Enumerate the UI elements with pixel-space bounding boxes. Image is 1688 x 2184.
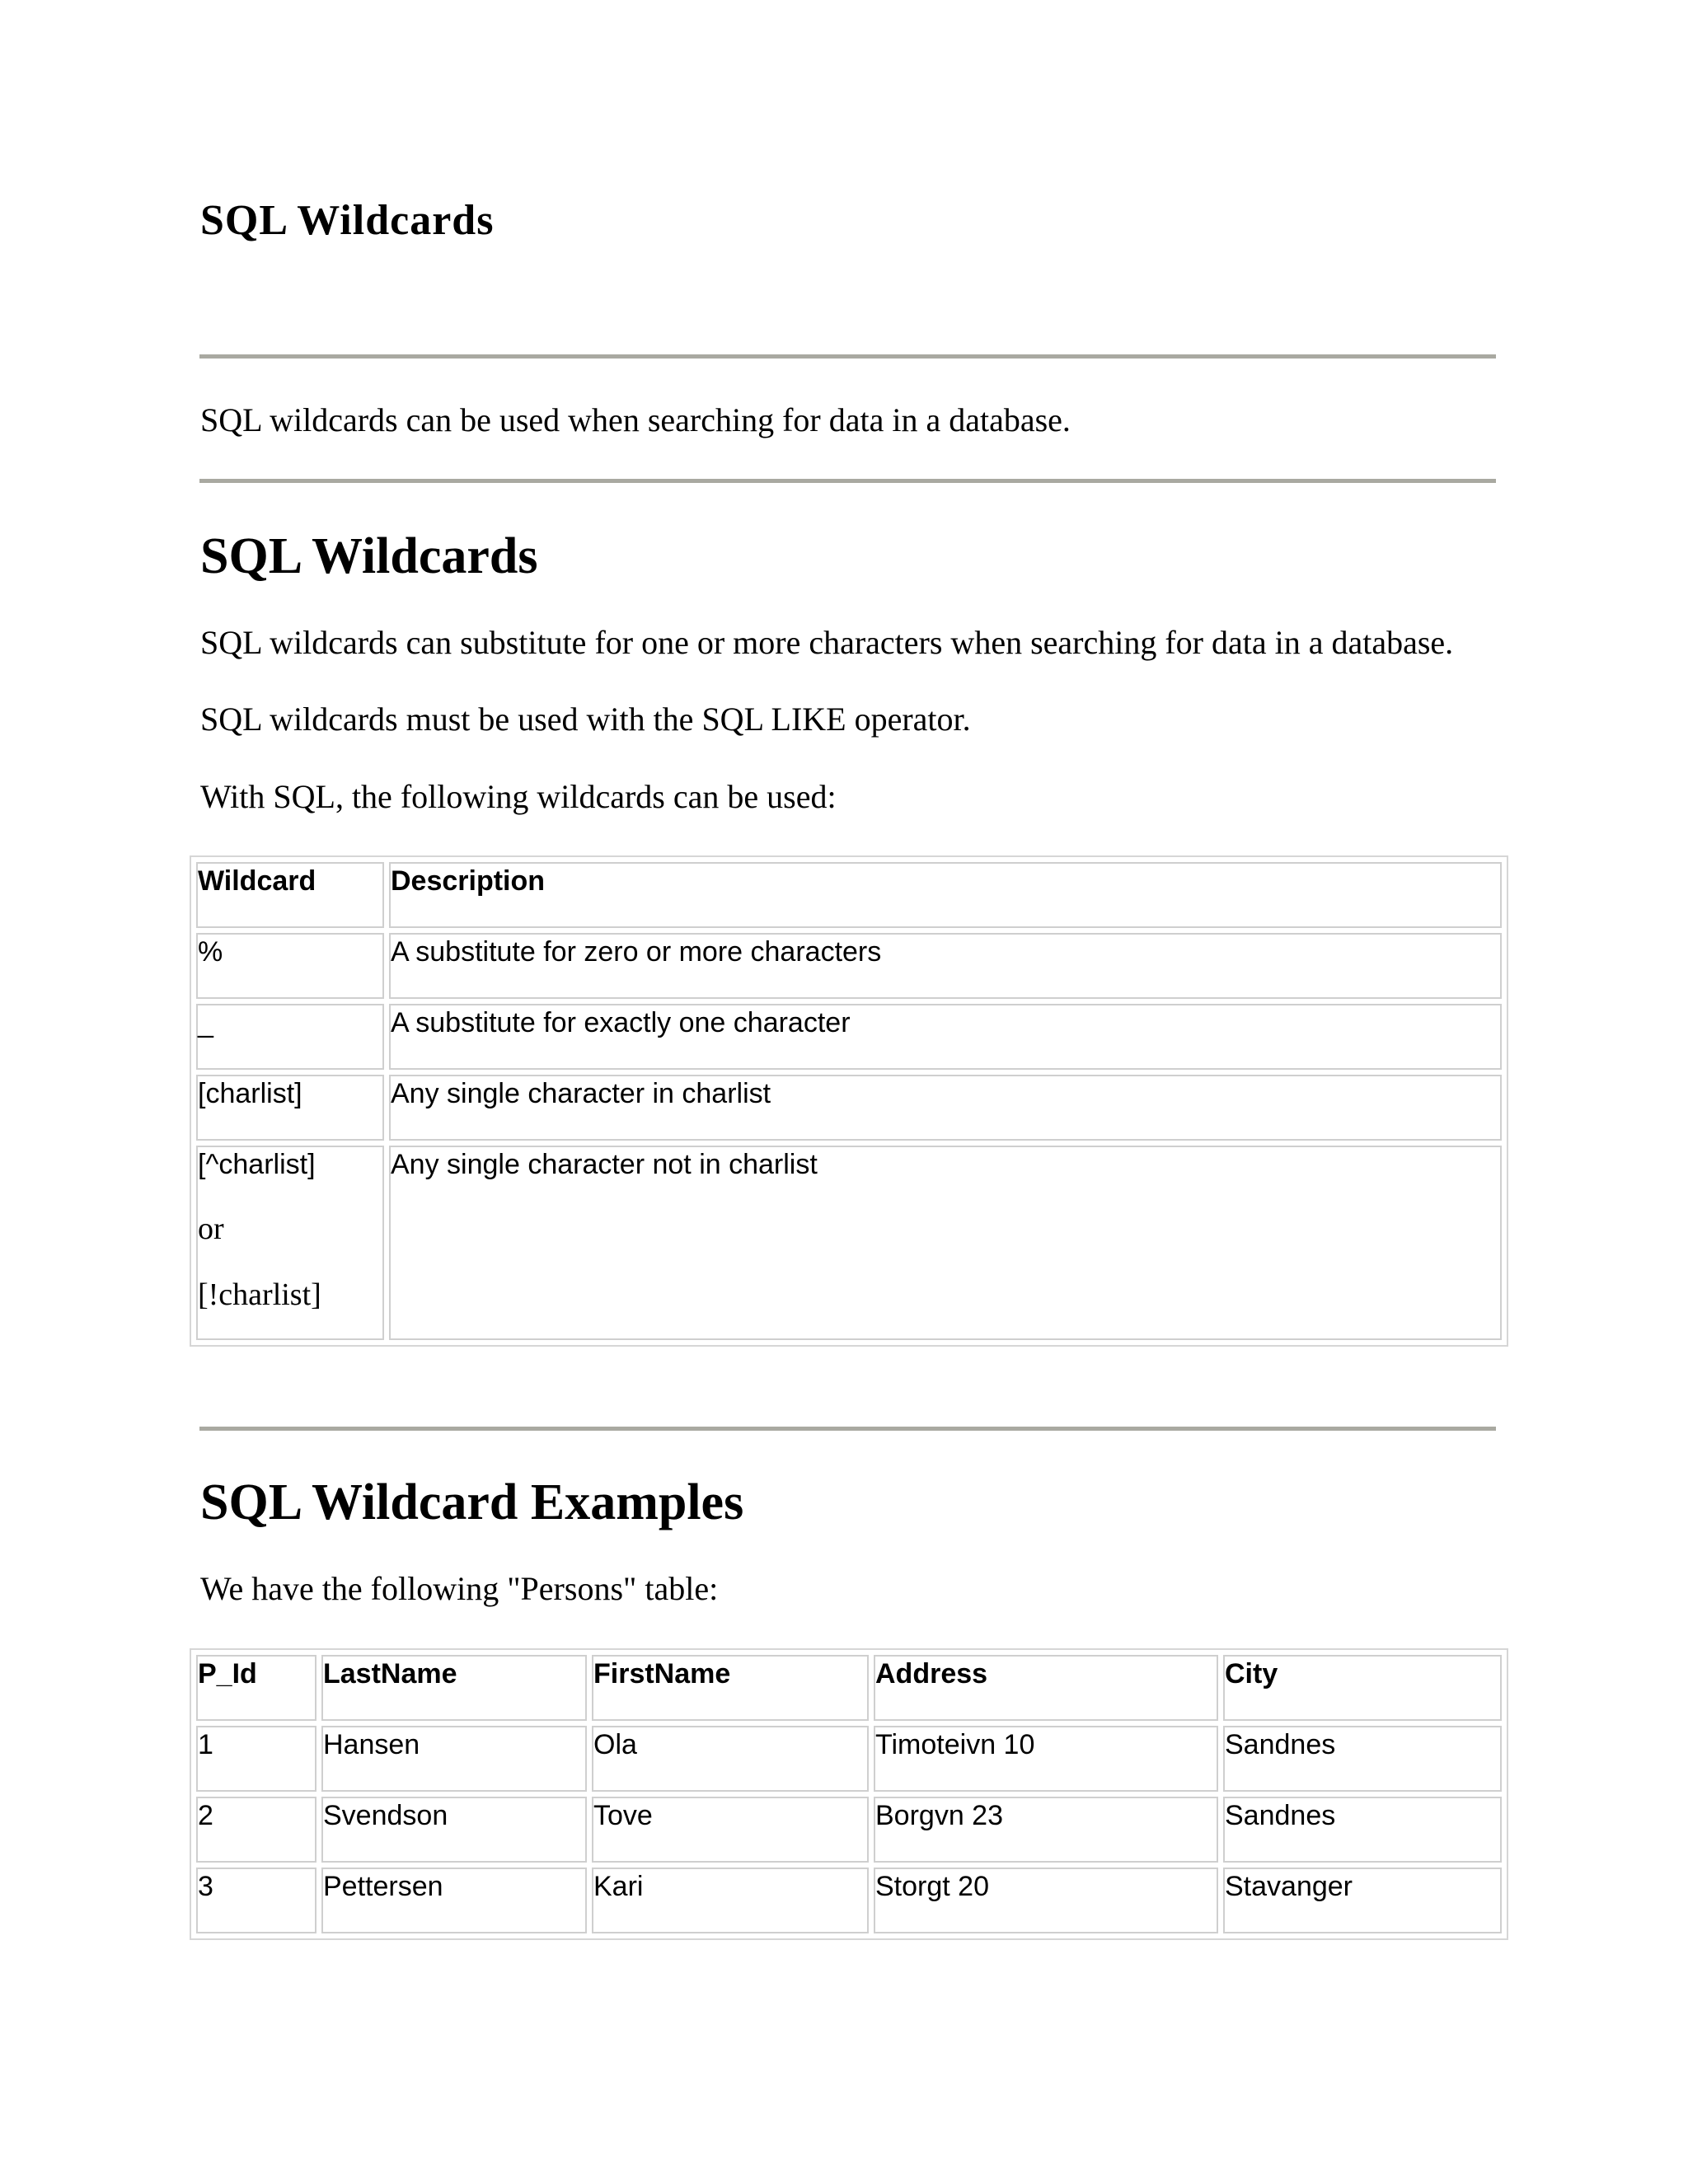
- table-cell: Timoteivn 10: [874, 1726, 1218, 1792]
- table-row: [196, 1004, 1502, 1070]
- persons-table: [190, 1648, 1508, 1940]
- wildcard-value: [^charlist]: [198, 1149, 316, 1180]
- horizontal-rule: [199, 479, 1496, 483]
- table-cell: 2: [196, 1797, 316, 1863]
- wildcard-or: or: [198, 1212, 224, 1246]
- table-row: [196, 1146, 1502, 1340]
- table-row: [196, 933, 1502, 999]
- document-title: SQL Wildcards: [200, 197, 495, 244]
- table-cell: %: [196, 933, 384, 999]
- table-cell: Kari: [592, 1868, 869, 1933]
- table-cell: Pettersen: [321, 1868, 587, 1933]
- table-cell: [196, 1146, 384, 1340]
- table-cell: Storgt 20: [874, 1868, 1218, 1933]
- table-header-row: [196, 862, 1502, 928]
- table-cell: Hansen: [321, 1726, 587, 1792]
- section-heading-wildcards: SQL Wildcards: [200, 528, 538, 584]
- table-row: [196, 1797, 1502, 1863]
- table-cell: Ola: [592, 1726, 869, 1792]
- wildcard-value: [!charlist]: [198, 1277, 321, 1312]
- table-cell: 1: [196, 1726, 316, 1792]
- intro-text: SQL wildcards can be used when searching for data in a database.: [200, 401, 1071, 438]
- table-cell: Tove: [592, 1797, 869, 1863]
- paragraph: SQL wildcards must be used with the SQL LIKE operator.: [200, 701, 971, 738]
- horizontal-rule: [199, 354, 1496, 359]
- table-cell: Any single character in charlist: [389, 1075, 1502, 1141]
- table-cell: Svendson: [321, 1797, 587, 1863]
- table-cell: A substitute for exactly one character: [389, 1004, 1502, 1070]
- table-header-row: [196, 1655, 1502, 1721]
- table-header-cell: Description: [389, 862, 1502, 928]
- table-header-cell: City: [1223, 1655, 1502, 1721]
- table-cell: Borgvn 23: [874, 1797, 1218, 1863]
- horizontal-rule: [199, 1427, 1496, 1431]
- table-cell: 3: [196, 1868, 316, 1933]
- table-cell: Sandnes: [1223, 1797, 1502, 1863]
- table-header-cell: Address: [874, 1655, 1218, 1721]
- paragraph: We have the following "Persons" table:: [200, 1570, 719, 1607]
- table-row: [196, 1075, 1502, 1141]
- table-header-cell: LastName: [321, 1655, 587, 1721]
- table-cell: _: [196, 1004, 384, 1070]
- wildcard-table: [190, 855, 1508, 1347]
- table-header-cell: Wildcard: [196, 862, 384, 928]
- table-row: [196, 1726, 1502, 1792]
- table-header-cell: P_Id: [196, 1655, 316, 1721]
- paragraph: SQL wildcards can substitute for one or more characters when searching for data in a database.: [200, 624, 1454, 661]
- table-cell: A substitute for zero or more characters: [389, 933, 1502, 999]
- table-row: [196, 1868, 1502, 1933]
- table-header-cell: FirstName: [592, 1655, 869, 1721]
- table-cell: Stavanger: [1223, 1868, 1502, 1933]
- paragraph: With SQL, the following wildcards can be used:: [200, 778, 837, 815]
- table-cell: [charlist]: [196, 1075, 384, 1141]
- table-cell: Any single character not in charlist: [389, 1146, 1502, 1340]
- table-cell: Sandnes: [1223, 1726, 1502, 1792]
- section-heading-examples: SQL Wildcard Examples: [200, 1474, 744, 1530]
